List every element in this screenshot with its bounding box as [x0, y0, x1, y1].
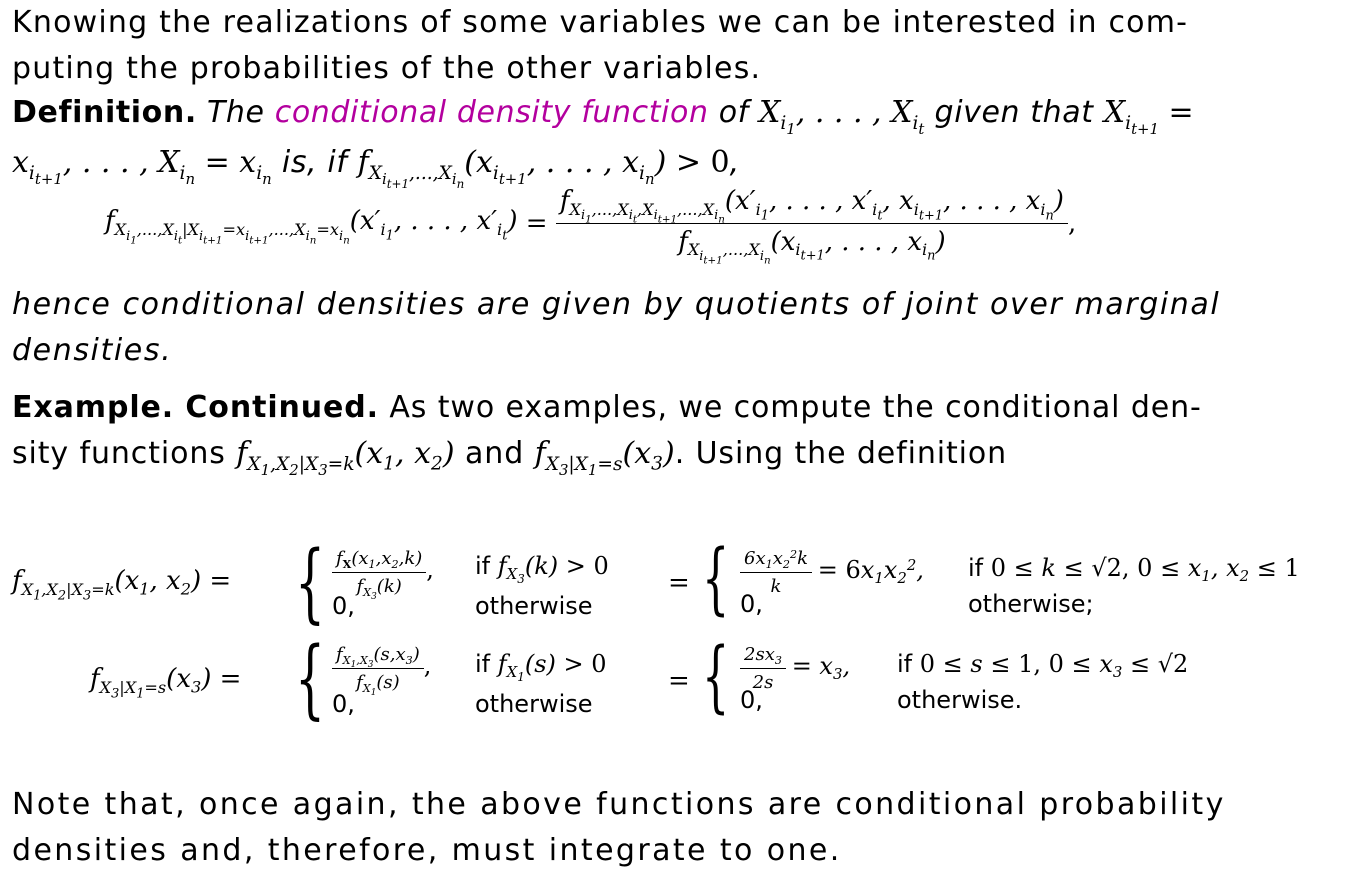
equation-2-case1-cond: if $f_{X_1}(s) > 0$: [475, 650, 607, 685]
definition-variables: $X_{i_1}$, . . . , $X_{i_t}$: [758, 95, 925, 138]
example-text-2c: . Using the definition: [674, 436, 1008, 471]
definition-condition-end: $x_{i_{t+1}}$, . . . , $X_{i_n} = x_{i_n}$: [12, 145, 272, 188]
definition-block: [12, 90, 1312, 136]
equation-2-case2-expr: 0,: [332, 690, 355, 718]
example-text-2a: sity functions: [12, 436, 226, 471]
intro-paragraph: [12, 0, 1312, 92]
equation-2-simplified-otherwise: otherwise.: [897, 686, 1023, 714]
joint-density-numerator: $f_{X_{i_1},...,X_{i_t},X_{i_{t+1}},...,X_{i_n}}(x'_{i_1}$, . . . , $x'_{i_t}$, $x_{i_{t+1}}$, . . . , $x_{i_n}$): [556, 186, 1068, 224]
equation-1-case2-expr: 0,: [332, 592, 355, 620]
intro-line-1: Knowing the realizations of some variables we can be interested in com-: [12, 5, 1189, 40]
equation-2-lhs: $f_{X_3|X_1=s}(x_3)$ =: [90, 664, 242, 702]
equation-1-simplified-otherwise: otherwise;: [968, 590, 1094, 618]
definition-term: conditional density function: [274, 95, 709, 130]
equation-1-case2-cond: otherwise: [475, 592, 593, 620]
equation-2-brace-right: {: [702, 632, 730, 722]
definition-condition-start: $X_{i_{t+1}}$ =: [1103, 95, 1194, 138]
definition-formula: $f_{X_{i_1},...,X_{i_t}|X_{i_{t+1}}=x_{i_{t+1}},...,X_{i_n}=x_{i_n}}(x'_{i_1}$, . . . , $x'_{i_t}$) = $f_{X_{i_1},...,X_{i_t},X_{i_{t+1}},...,X_{i_n}}(x'_{i_1}$, . . . , $x'_{i_t}$, $x_{i_{t+1}}$, . . . , $x_{i_n}$) $f_{X_{i_{t+1}},...,X_{i_n}}(x_{i_{t+1}}$, . . . , $x_{i_n}$) ,: [105, 186, 1077, 267]
equation-2-brace-left: {: [295, 629, 326, 729]
conditional-density-lhs: $f_{X_{i_1},...,X_{i_t}|X_{i_{t+1}}=x_{i_{t+1}},...,X_{i_n}=x_{i_n}}(x'_{i_1}$, . . . , $x'_{i_t}$): [105, 206, 518, 247]
definition-line-2: [12, 140, 1312, 191]
intro-line-2: puting the probabilities of the other variables.: [12, 51, 762, 86]
conclusion-line-1: hence conditional densities are given by quotients of joint over marginal: [12, 287, 1221, 322]
example-heading: Example. Continued.: [12, 390, 379, 425]
equation-1-simplified-zero: 0,: [740, 590, 763, 618]
definition-is-if: is, if: [281, 145, 348, 180]
definition-comma: ,: [729, 145, 740, 180]
equation-1-simplified-cond: if 0 ≤ k ≤ √2, $0 \le x_1$, $x_2 \le 1$: [968, 554, 1300, 586]
definition-marginal-positive: $f_{X_{i_{t+1}},...,X_{i_n}}(x_{i_{t+1}}$, . . . , $x_{i_n}) > 0$: [357, 145, 730, 191]
equation-1-lhs: $f_{X_1,X_2|X_3=k}(x_1$, $x_2$) =: [12, 566, 232, 604]
equation-1-equals: =: [668, 568, 690, 598]
note-line-1: Note that, once again, the above functions are conditional probability: [12, 787, 1226, 822]
definition-conclusion: [12, 282, 1312, 374]
example-text-2b: and: [465, 436, 525, 471]
equation-1-case1-cond: if $f_{X_3}(k) > 0$: [475, 552, 609, 587]
equation-1-brace-right: {: [702, 534, 730, 624]
definition-of: of: [718, 95, 749, 130]
equation-2-equals: =: [668, 666, 690, 696]
equation-1-brace-left: {: [295, 533, 326, 633]
definition-heading: Definition.: [12, 95, 197, 130]
example-block: [12, 385, 1312, 431]
equation-2-case1-expr: $\frac{f_{X_1,X_3}(s,x_3)}{f_{X_1}(s)}$ ,: [332, 644, 431, 693]
example-f-x1x2: $f_{X_1,X_2|X_3=k}(x_1$, $x_2$): [236, 436, 455, 479]
conclusion-line-2: densities.: [12, 333, 173, 368]
example-f-x3: $f_{X_3|X_1=s}(x_3)$: [534, 436, 675, 479]
equation-2-simplified-expr: $\frac{2sx_3}{2s}$ = $x_3$,: [740, 644, 850, 693]
definition-the: The: [206, 95, 265, 130]
equation-1-case1-expr: $\frac{f_X(x_1,x_2,k)}{f_{X_3}(k)}$ ,: [332, 548, 434, 597]
marginal-density-denominator: $f_{X_{i_{t+1}},...,X_{i_n}}(x_{i_{t+1}}$, . . . , $x_{i_n}$): [678, 226, 946, 267]
definition-given-that: given that: [934, 95, 1094, 130]
note-line-2: densities and, therefore, must integrate to one.: [12, 833, 842, 868]
example-text-1: As two examples, we compute the conditional den-: [389, 390, 1202, 425]
equation-2-case2-cond: otherwise: [475, 690, 593, 718]
equation-1-simplified-expr: $\frac{6x_1x_2^2k}{k}$ = $6x_1x_2^2$,: [740, 548, 924, 597]
equation-2-simplified-zero: 0,: [740, 686, 763, 714]
note-paragraph: [12, 782, 1312, 874]
example-line-2: [12, 431, 1312, 477]
equation-2-simplified-cond: if 0 ≤ s ≤ 1, $0 \le x_3 \le √2$: [897, 650, 1189, 682]
